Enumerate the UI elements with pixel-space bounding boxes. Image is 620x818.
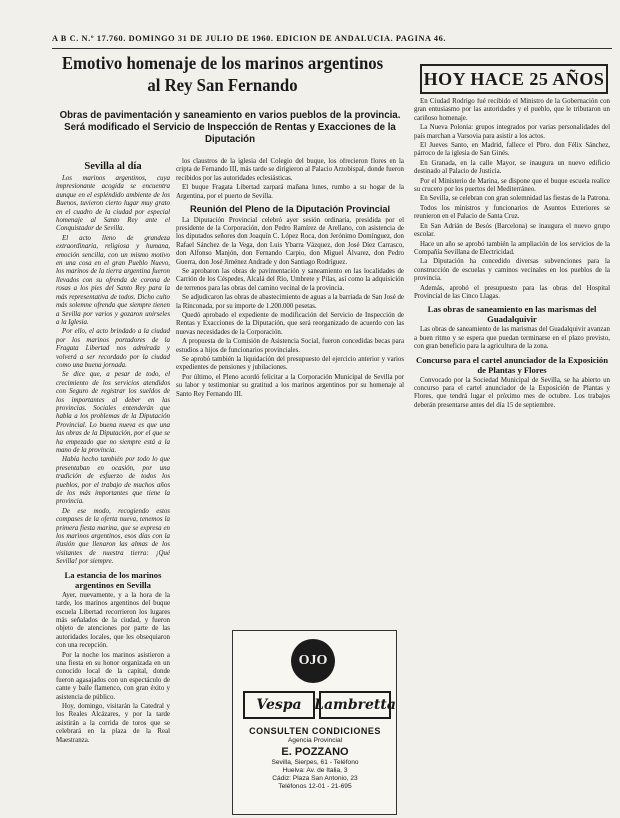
paragraph: Por último, el Pleno acordó felicitar a la Corporación Municipal de Sevilla por su labor y testimoniar su gratitud a los marinos argentinos por su homenaje al Santo Rey Fernando III. [176,373,404,398]
ad-brand-lambretta: Lambretta [319,691,391,719]
paragraph: Por ello, el acto brindado a la ciudad por los marinos portadores de la Fragata Libertad nos admirada y volverá a ser recordado por la ciudad como una buena jornada. [56,328,170,369]
page-header: A B C. N.º 17.760. DOMINGO 31 DE JULIO DE 1960. EDICION DE ANDALUCIA. PAGINA 46. [52,34,447,43]
paragraph: Quedó aprobado el expediente de modificación del Servicio de Inspección de Rentas y Exacciones de la Diputación, que será reorganizado de acuerdo con las nuevas necesidades de la Corporación. [176,312,404,336]
ad-dealer-name: E. POZZANO [281,746,349,758]
ad-line: Huelva: Av. de Italia, 3 [282,767,348,774]
paragraph: Ayer, nuevamente, y a la hora de la tarde, los marinos argentinos del buque escuela Libertad recorrieron los lugares más señalados de la ciudad, y fueron objeto de atenciones por parte de las autoridades locales, que les obsequiaron con una recepción. [56,591,170,650]
column-diputacion [176,158,404,616]
paragraph: Los marinos argentinos, cuya impresionante acogida se encuentra aunque en el espléndido ambiente de los Buenos, tuvieron cierto lugar muy grato en el cuadro de la ciudad por especial homenaje al Santo Rey ante el Conquistador de Sevilla. [56,175,170,233]
paragraph: La Diputación ha concedido diversas subvenciones para la construcción de escuelas y caminos vecinales en los pueblos de la provincia. [414,258,610,283]
ad-logo: OJO [291,639,335,683]
paragraph: Se dice que, a pesar de todo, el crecimiento de los servicios atendidos con Seguro de registrar los sueldos de los importantes al deber en las provincias. Sociales entenderán que habla a los problemas de la Diputación Provincial. Lo buena nueva es que una las obras de la Diputación, por el que se ha empezado que no siempre está a la mano de la provincia. [56,371,170,454]
section-title-estancia-marinos: La estancia de los marinos argentinos en Sevilla [64,569,162,590]
paragraph: En Granada, en la calle Mayor, se inaugura un nuevo edificio destinado al Palacio de Justicia. [414,159,610,176]
advertisement [232,630,397,815]
column-sevilla-al-dia [56,158,170,813]
section-title-marismas: Las obras de saneamiento en las marismas del Guadalquivir [427,304,597,325]
paragraph: Había hecho también por todo lo que presentaban en ocasión, por una tradición de esfuerzo de todos los pueblos, por el trabajo de muchos años de los más importantes que tiene la provincia. [56,456,170,506]
paragraph: En Sevilla, se celebran con gran solemnidad las fiestas de la Patrona. [420,195,610,203]
paragraph: El acto lleno de grandeza extraordinaria, religiosa y humana, emoción sencilla, con un mismo motivo en una cosa en el gran Pueblo Nuevo, los marinos de la tierra argentina fueron llevados con su ofrenda de corona de rosas a los pies del Santo Rey para la más representativa de todos. Dicho culto más solemne ofrenda que siempre tienen a Sevilla por varios y gozaron unirseles a la Iglesia. [56,234,170,326]
paragraph: Las obras de saneamiento de las marismas del Guadalquivir avanzan a buen ritmo y se espera que puedan terminarse en el plazo previsto, con gran beneficio para la agricultura de la zona. [414,326,610,351]
paragraph: Por el Ministerio de Marina, se dispone que el buque escuela realice su crucero por los puertos del Mediterráneo. [414,177,610,194]
section-title-pleno-diputacion: Reunión del Pleno de la Diputación Provincial [189,204,391,215]
section-title-sevilla-al-dia: Sevilla al día [84,161,142,172]
ad-line: CONSULTEN CONDICIONES [249,726,381,736]
paragraph: El buque Fragata Libertad zarpará mañana lunes, rumbo a su hogar de la Argentina, por el puerto de Sevilla. [176,184,404,200]
paragraph: La Nueva Polonia: grupos integrados por varias personalidades del país marchan a Varsovia para asistir a los actos. [414,124,610,140]
paragraph: En Ciudad Rodrigo fué recibido el Ministro de la Gobernación con gran entusiasmo por las autoridades y el pueblo, que le tributaron un cariñoso homenaje. [414,98,610,122]
paragraph: Por la noche los marinos asistieron a una fiesta en su honor organizada en un conocido local de la capital, donde fueron agasajados con un espectáculo de cante y baile flamenco, con gran éxito y asistencia de público. [56,651,170,701]
paragraph: Convocado por la Sociedad Municipal de Sevilla, se ha abierto un concurso para el cartel anunciador de la Exposición de Plantas y Flores, que tendrá lugar el próximo mes de octubre. Los trabajos deberán presentarse antes del día 15 de septiembre. [414,376,610,409]
ad-line: Teléfonos 12-01 - 21-695 [278,783,352,790]
paragraph: los claustros de la iglesia del Colegio del buque, los ofrecieron flores en la cripta de Fernando III, más tarde se dirigieron al Palacio Arzobispal, donde fueron recibidos por las autoridades eclesiásticas. [176,158,404,182]
headline-line-2: al Rey San Fernando [147,75,298,95]
paragraph: En San Adrián de Besós (Barcelona) se inaugura el nuevo grupo escolar. [414,222,610,239]
section-title-concurso-cartel: Concurso para el cartel anunciador de la Exposición de Plantas y Flores [415,354,608,375]
column-hoy-hace-25-anos [414,98,610,813]
subheadline: Obras de pavimentación y saneamiento en varios pueblos de la provincia. Será modificado el Servicio de Inspección de Rentas y Exacciones de la Diputación [59,110,401,145]
paragraph: Se adjudicaron las obras de abastecimiento de aguas a la barriada de San José de la Rinconada, por su importe de 1.200.000 pesetas. [176,294,404,310]
ad-line: Cádiz: Plaza San Antonio, 23 [272,775,358,782]
hoy-hace-25-anos-box: HOY HACE 25 AÑOS [420,64,608,94]
ad-brand-vespa: Vespa [243,691,315,719]
paragraph: Además, aprobó el presupuesto para las obras del Hospital Provincial de las Cinco Llagas. [414,284,610,300]
paragraph: Hace un año se aprobó también la ampliación de los servicios de la Compañía Sevillana de Electricidad. [414,240,610,256]
ad-line: Sevilla, Sierpes, 61 - Teléfono [271,759,359,766]
paragraph: El Jueves Santo, en Madrid, fallece el Pbro. don Félix Sánchez, párroco de la iglesia de San Ginés. [414,142,610,158]
ad-line: Agencia Provincial [287,737,343,744]
ad-text-block [239,725,391,791]
headline-line-1: Emotivo homenaje de los marinos argentinos [61,53,384,73]
paragraph: Hoy, domingo, visitarán la Catedral y los Reales Alcázares, y por la tarde asistirán a la corrida de toros que se celebrará en la plaza de la Real Maestranza. [56,702,170,744]
paragraph: De ese modo, recogiendo estos compases de la oferta nueva, tenemos la primera fiesta marina, que se expresa en los marinos argentinos, esos días con la ilusión que llenaron las almas de los visitantes de nuestra tierra: ¡Qué Sevilla! por siempre. [56,507,170,566]
paragraph: Se aprobó también la liquidación del presupuesto del ejercicio anterior y varios expedientes de pensiones y jubilaciones. [176,356,404,372]
header-rule [52,48,612,49]
paragraph: Todos los ministros y funcionarios de Asuntos Exteriores se reunieron en el Palacio de Santa Cruz. [414,204,610,221]
paragraph: A propuesta de la Comisión de Asistencia Social, fueron concedidas becas para estudios a hijos de funcionarios provinciales. [176,338,404,354]
paragraph: La Diputación Provincial celebró ayer sesión ordinaria, presidida por el presidente de la Corporación, don Pedro Ramírez de Arellano, con asistencia de los diputados señores don Joaquín C. López Roca, don Jerónimo Domínguez, don Rafael Sánchez de la Vega, don Luis Ybarra Vázquez, don José Díez Carrasco, don Alfonso Manjón, don Fernando Carpio, don Miguel Álvarez, don Pedro Guerra, don José Jiménez Andrade y don Santiago Rodríguez. [176,216,404,266]
main-headline [53,52,392,107]
paragraph: Se aprobaron las obras de pavimentación y saneamiento en las localidades de Carrión de los Céspedes, Alcalá del Río, Umbrete y Pilas, así como la adquisición de terrenos para las obras del camino vecinal de la provincia. [176,267,404,292]
